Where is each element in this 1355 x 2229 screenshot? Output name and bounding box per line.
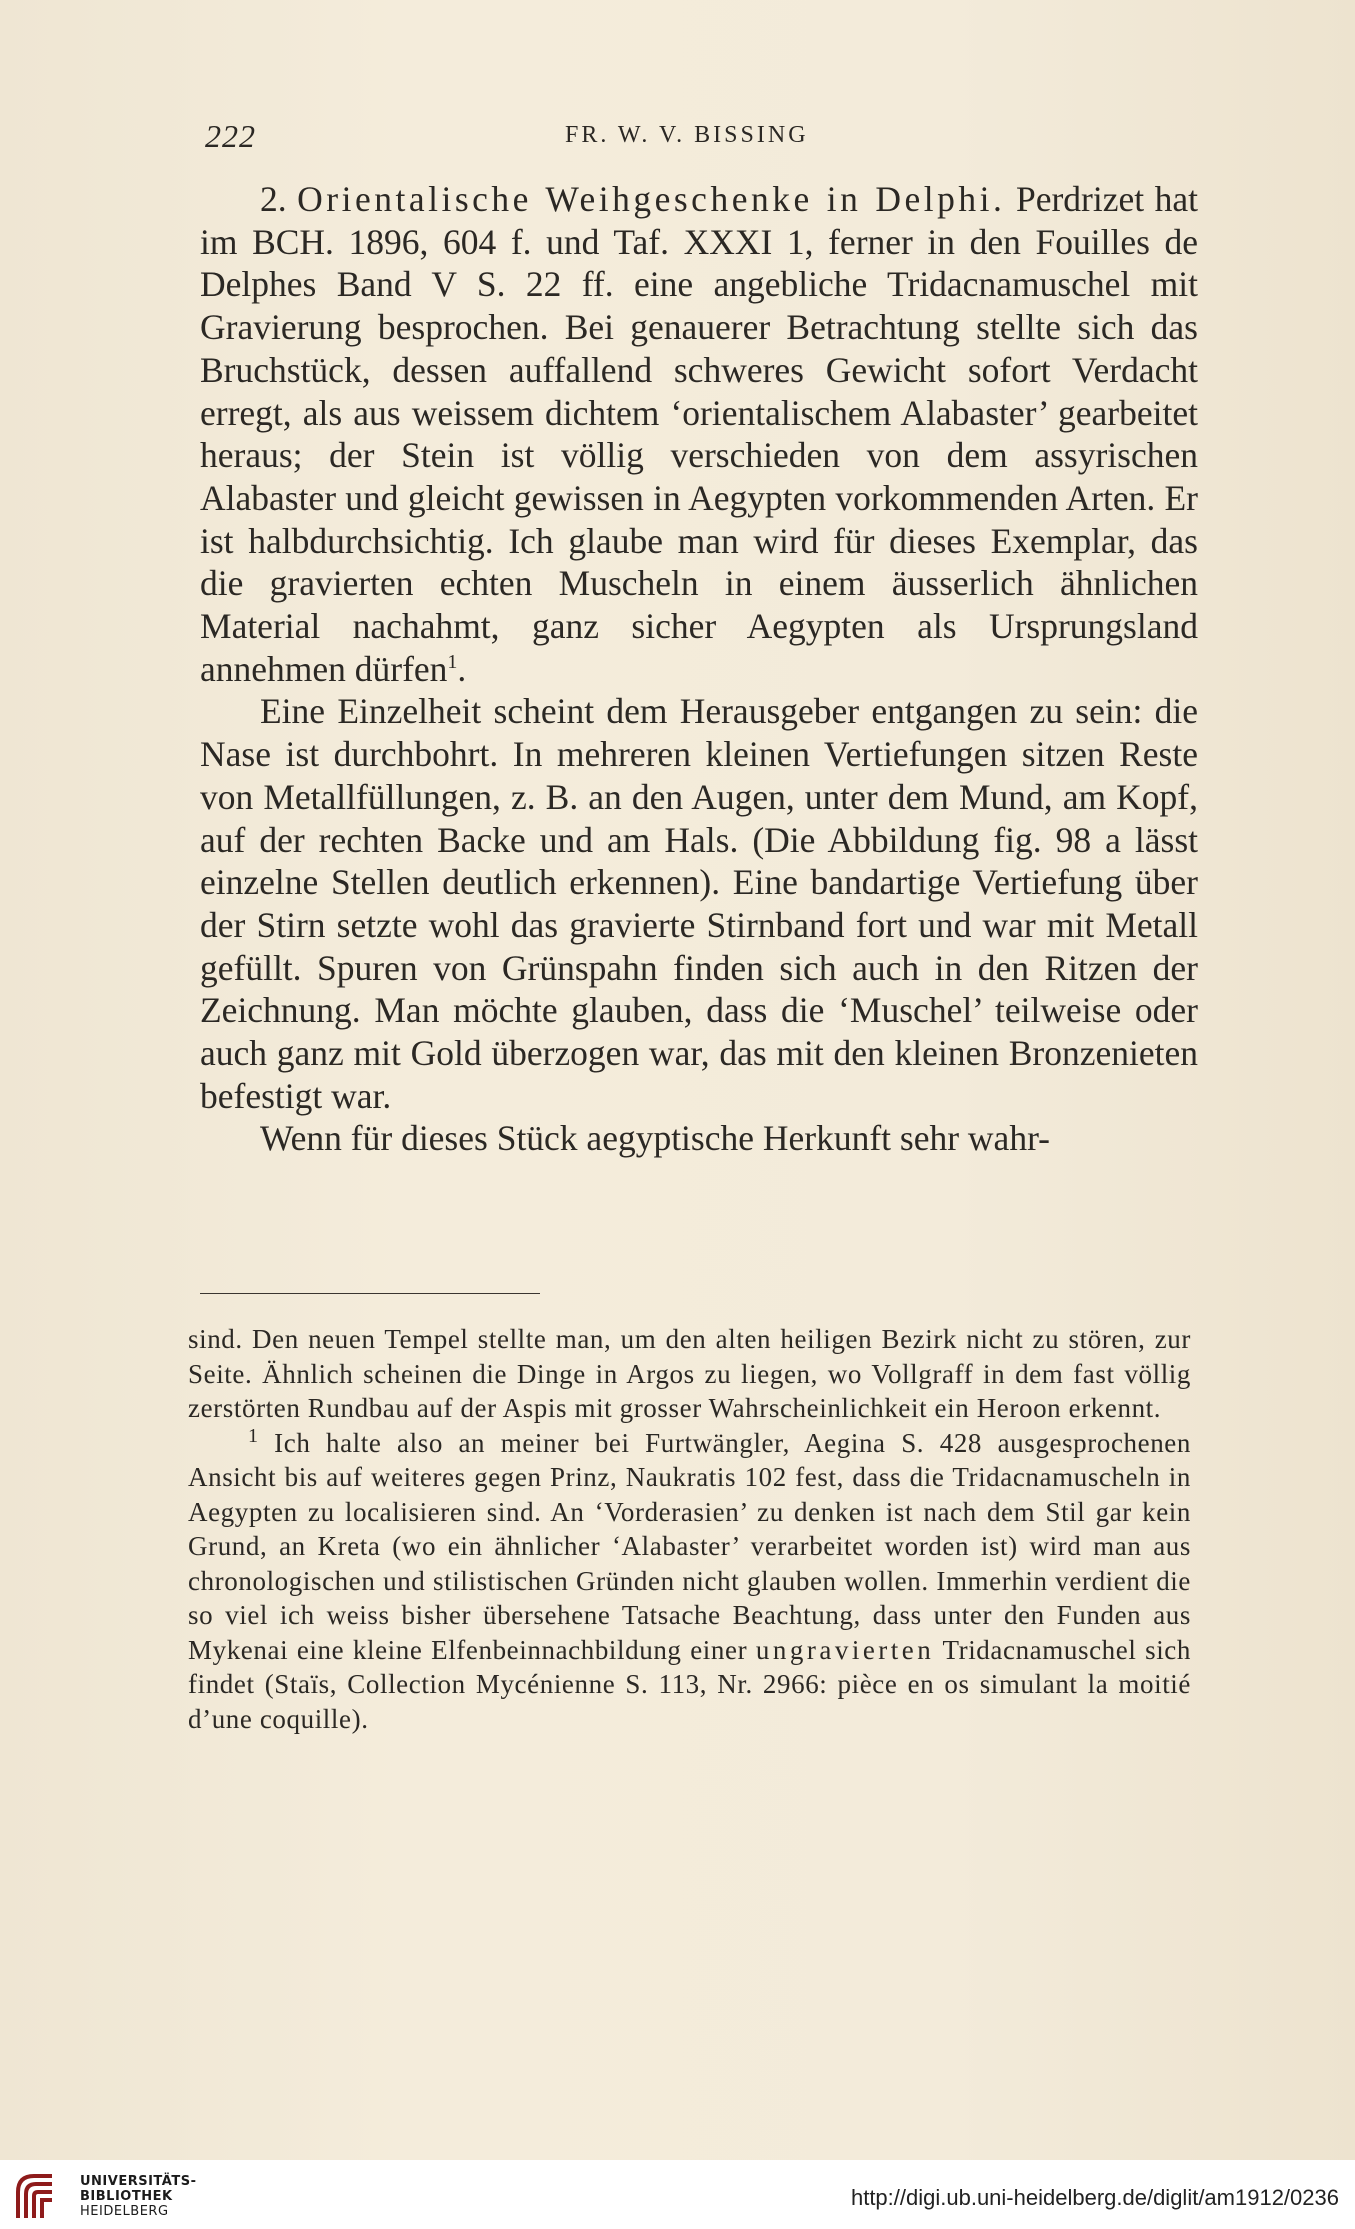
- section-heading: Orientalische Weihgeschenke in Delphi.: [297, 179, 1006, 219]
- footnote-divider: [200, 1293, 540, 1294]
- running-head: FR. W. V. BISSING: [565, 122, 809, 148]
- footnote-1: $^1$ Ich halte also an meiner bei Furtwängler, Aegina S. 428 ausgesprochenen Ansicht bis auf weiteres gegen Prinz, Naukratis 102 fest, dass die Tridacnamuscheln in Aegypten zu localisieren sind. An ‘Vorderasien’ zu denken ist nach dem Stil gar kein Grund, an Kreta (wo ein ähnlicher ‘Alabaster’ verarbeitet worden ist) wird man aus chronologischen und stilistischen Gründen nicht glauben wollen. Immerhin verdient die so viel ich weiss bisher übersehene Tatsache Beachtung, dass unter den Funden aus Mykenai eine kleine Elfenbeinnachbildung einer ungravierten Tridacnamuschel sich findet (Staïs, Collection Mycénienne S. 113, Nr. 2966: pièce en os simulant la moitié d’une coquille).: [188, 1424, 1191, 1734]
- paragraph-1: 2. Orientalische Weihgeschenke in Delphi. Perdrizet hat im BCH. 1896, 604 f. und Taf. XXXI 1, ferner in den Fouilles de Delphes Band V S. 22 ff. eine angebliche Tridacnamuschel mit Gravierung besprochen. Bei genauerer Betrachtung stellte sich das Bruchstück, dessen auffallend schweres Gewicht sofort Verdacht erregt, als aus weissem dichtem ‘orientalischem Alabaster’ gearbeitet heraus; der Stein ist völlig verschieden von dem assyrischen Alabaster und gleicht gewissen in Aegypten vorkommenden Arten. Er ist halbdurchsichtig. Ich glaube man wird für dieses Exemplar, das die gravierten echten Muscheln in einem äusserlich ähnlichen Material nachahmt, ganz sicher Aegypten als Ursprungsland annehmen dürfen$^1$.: [200, 179, 1198, 689]
- footnote-ref-1[interactable]: 1: [447, 650, 458, 673]
- page-number: 222: [205, 118, 256, 154]
- paragraph-3: Wenn für dieses Stück aegyptische Herkunft sehr wahr-: [260, 1118, 1050, 1159]
- paragraph-2: Eine Einzelheit scheint dem Herausgeber entgangen zu sein: die Nase ist durchbohrt. In mehreren kleinen Vertiefungen sitzen Reste von Metallfüllungen, z. B. an den Augen, unter dem Mund, am Kopf, auf der rechten Backe und am Hals. (Die Abbildung fig. 98 a lässt einzelne Stellen deutlich erkennen). Eine bandartige Vertiefung über der Stirn setzte wohl das gravierte Stirnband fort und war mit Metall gefüllt. Spuren von Grünspahn finden sich auch in den Ritzen der Zeichnung. Man möchte glauben, dass die ‘Muschel’ teilweise oder auch ganz mit Gold überzogen war, das mit den kleinen Bronzenieten befestigt war.: [200, 691, 1198, 1116]
- footnote-continuation: sind. Den neuen Tempel stellte man, um den alten heiligen Bezirk nicht zu stören, zur Seite. Ähnlich scheinen die Dinge in Argos zu liegen, wo Vollgraff in dem fast völlig zerstörten Rundbau auf der Aspis mit grosser Wahrscheinlichkeit ein Heroon erkennt.: [188, 1324, 1191, 1423]
- footnotes: [188, 1322, 1191, 1736]
- main-text: [200, 178, 1198, 1160]
- library-name: UNIVERSITÄTS- BIBLIOTHEK HEIDELBERG: [80, 2174, 197, 2219]
- page-header: [205, 118, 1195, 158]
- paragraph-1-text: Perdrizet hat im BCH. 1896, 604 f. und Taf. XXXI 1, ferner in den Fouilles de Delphes Band V S. 22 ff. eine angebliche Tridacnamuschel mit Gravierung besprochen. Bei genauerer Betrachtung stellte sich das Bruchstück, dessen auffallend schweres Gewicht sofort Verdacht erregt, als aus weissem dichtem ‘orientalischem Alabaster’ gearbeitet heraus; der Stein ist völlig verschieden von dem assyrischen Alabaster und gleicht gewissen in Aegypten vorkommenden Arten. Er ist halbdurchsichtig. Ich glaube man wird für dieses Exemplar, das die gravierten echten Muscheln in einem äusserlich ähnlichen Material nachahmt, ganz sicher Aegypten als Ursprungsland annehmen dürfen: [200, 179, 1198, 689]
- source-url-link[interactable]: http://digi.ub.uni-heidelberg.de/diglit/am1912/0236: [850, 2185, 1339, 2210]
- footnote-1-marker: 1: [248, 1424, 259, 1447]
- spaced-word: ungravierten: [755, 1634, 935, 1665]
- university-library-logo-icon[interactable]: [12, 2170, 72, 2222]
- section-number: 2.: [260, 179, 287, 219]
